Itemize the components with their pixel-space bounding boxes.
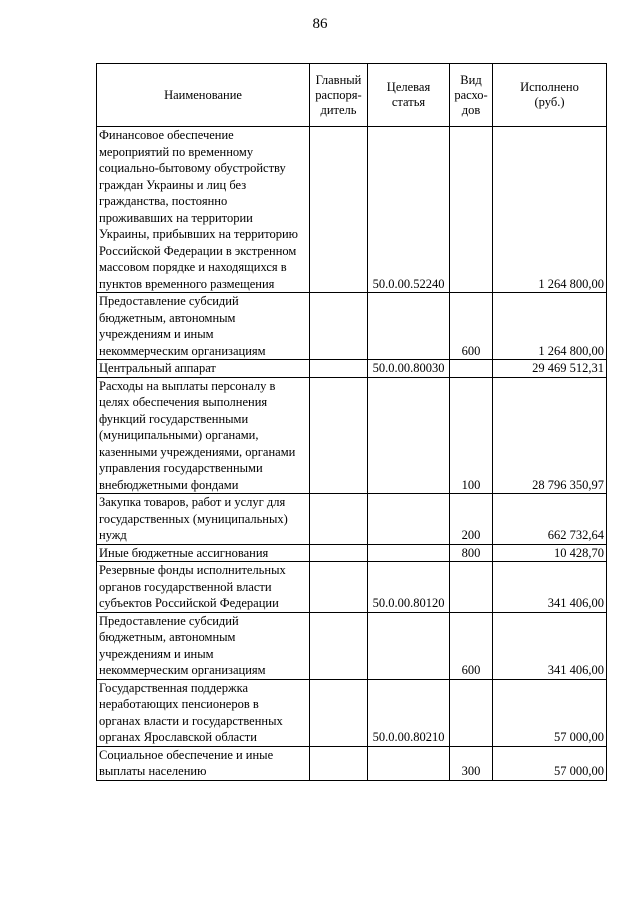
table-row (97, 127, 607, 293)
row-amount: 662 732,64 (493, 494, 607, 545)
row-type (450, 679, 493, 746)
row-amount: 341 406,00 (493, 562, 607, 613)
table-row (97, 377, 607, 494)
row-manager (310, 377, 368, 494)
row-name: Центральный аппарат (97, 360, 310, 378)
row-target (368, 377, 450, 494)
column-header-type-text: Вид расхо- дов (454, 72, 488, 117)
row-amount: 1 264 800,00 (493, 127, 607, 293)
row-type (450, 127, 493, 293)
row-amount: 1 264 800,00 (493, 293, 607, 360)
table-row (97, 562, 607, 613)
table-row (97, 679, 607, 746)
row-target: 50.0.00.80210 (368, 679, 450, 746)
row-type (450, 562, 493, 613)
row-name: Государственная поддержка неработающих пенсионеров в органах власти и государственных органах Ярославской области (97, 679, 310, 746)
column-header-amount-text: Исполнено (руб.) (520, 80, 579, 109)
row-name: Резервные фонды исполнительных органов государственной власти субъектов Российской Федерации (97, 562, 310, 613)
row-type: 200 (450, 494, 493, 545)
row-name: Предоставление субсидий бюджетным, автономным учреждениям и иным некоммерческим организациям (97, 612, 310, 679)
row-target (368, 544, 450, 562)
row-target: 50.0.00.80030 (368, 360, 450, 378)
row-name: Предоставление субсидий бюджетным, автономным учреждениям и иным некоммерческим организациям (97, 293, 310, 360)
row-type: 300 (450, 746, 493, 780)
row-target: 50.0.00.52240 (368, 127, 450, 293)
row-type: 600 (450, 293, 493, 360)
row-target: 50.0.00.80120 (368, 562, 450, 613)
row-type: 600 (450, 612, 493, 679)
table-row (97, 360, 607, 378)
row-name: Иные бюджетные ассигнования (97, 544, 310, 562)
column-header-name (97, 64, 310, 127)
row-manager (310, 746, 368, 780)
column-header-manager-text: Главный распоря- дитель (315, 72, 362, 117)
row-type: 100 (450, 377, 493, 494)
row-amount: 57 000,00 (493, 679, 607, 746)
row-name: Расходы на выплаты персоналу в целях обеспечения выполнения функций государственными (муниципальными) органами, казенными учреждениями, органами управления государственными внебюджетными фондами (97, 377, 310, 494)
row-amount: 29 469 512,31 (493, 360, 607, 378)
row-manager (310, 562, 368, 613)
row-manager (310, 494, 368, 545)
row-target (368, 293, 450, 360)
row-target (368, 612, 450, 679)
row-amount: 28 796 350,97 (493, 377, 607, 494)
row-target (368, 494, 450, 545)
table-row (97, 544, 607, 562)
page-number: 86 (312, 16, 328, 32)
table-row (97, 293, 607, 360)
row-manager (310, 679, 368, 746)
row-manager (310, 293, 368, 360)
column-header-type (450, 64, 493, 127)
row-manager (310, 127, 368, 293)
row-name: Финансовое обеспечение мероприятий по временному социально-бытовому обустройству граждан Украины и лиц без гражданства, постоянно проживавших на территории Украины, прибывших на территорию Российской Федерации в экстренном массовом порядке и находящихся в пунктов временного размещения (97, 127, 310, 293)
column-header-target-text: Целевая статья (386, 80, 431, 109)
row-type (450, 360, 493, 378)
column-header-name-text: Наименование (164, 87, 242, 102)
table-header-row (97, 64, 607, 127)
row-target (368, 746, 450, 780)
row-manager (310, 544, 368, 562)
column-header-manager (310, 64, 368, 127)
column-header-target (368, 64, 450, 127)
row-name: Социальное обеспечение и иные выплаты населению (97, 746, 310, 780)
budget-execution-table (96, 63, 607, 781)
row-amount: 341 406,00 (493, 612, 607, 679)
table-row (97, 612, 607, 679)
table-row (97, 746, 607, 780)
row-manager (310, 612, 368, 679)
row-type: 800 (450, 544, 493, 562)
row-amount: 10 428,70 (493, 544, 607, 562)
row-name: Закупка товаров, работ и услуг для государственных (муниципальных) нужд (97, 494, 310, 545)
column-header-amount (493, 64, 607, 127)
row-amount: 57 000,00 (493, 746, 607, 780)
row-manager (310, 360, 368, 378)
table-row (97, 494, 607, 545)
